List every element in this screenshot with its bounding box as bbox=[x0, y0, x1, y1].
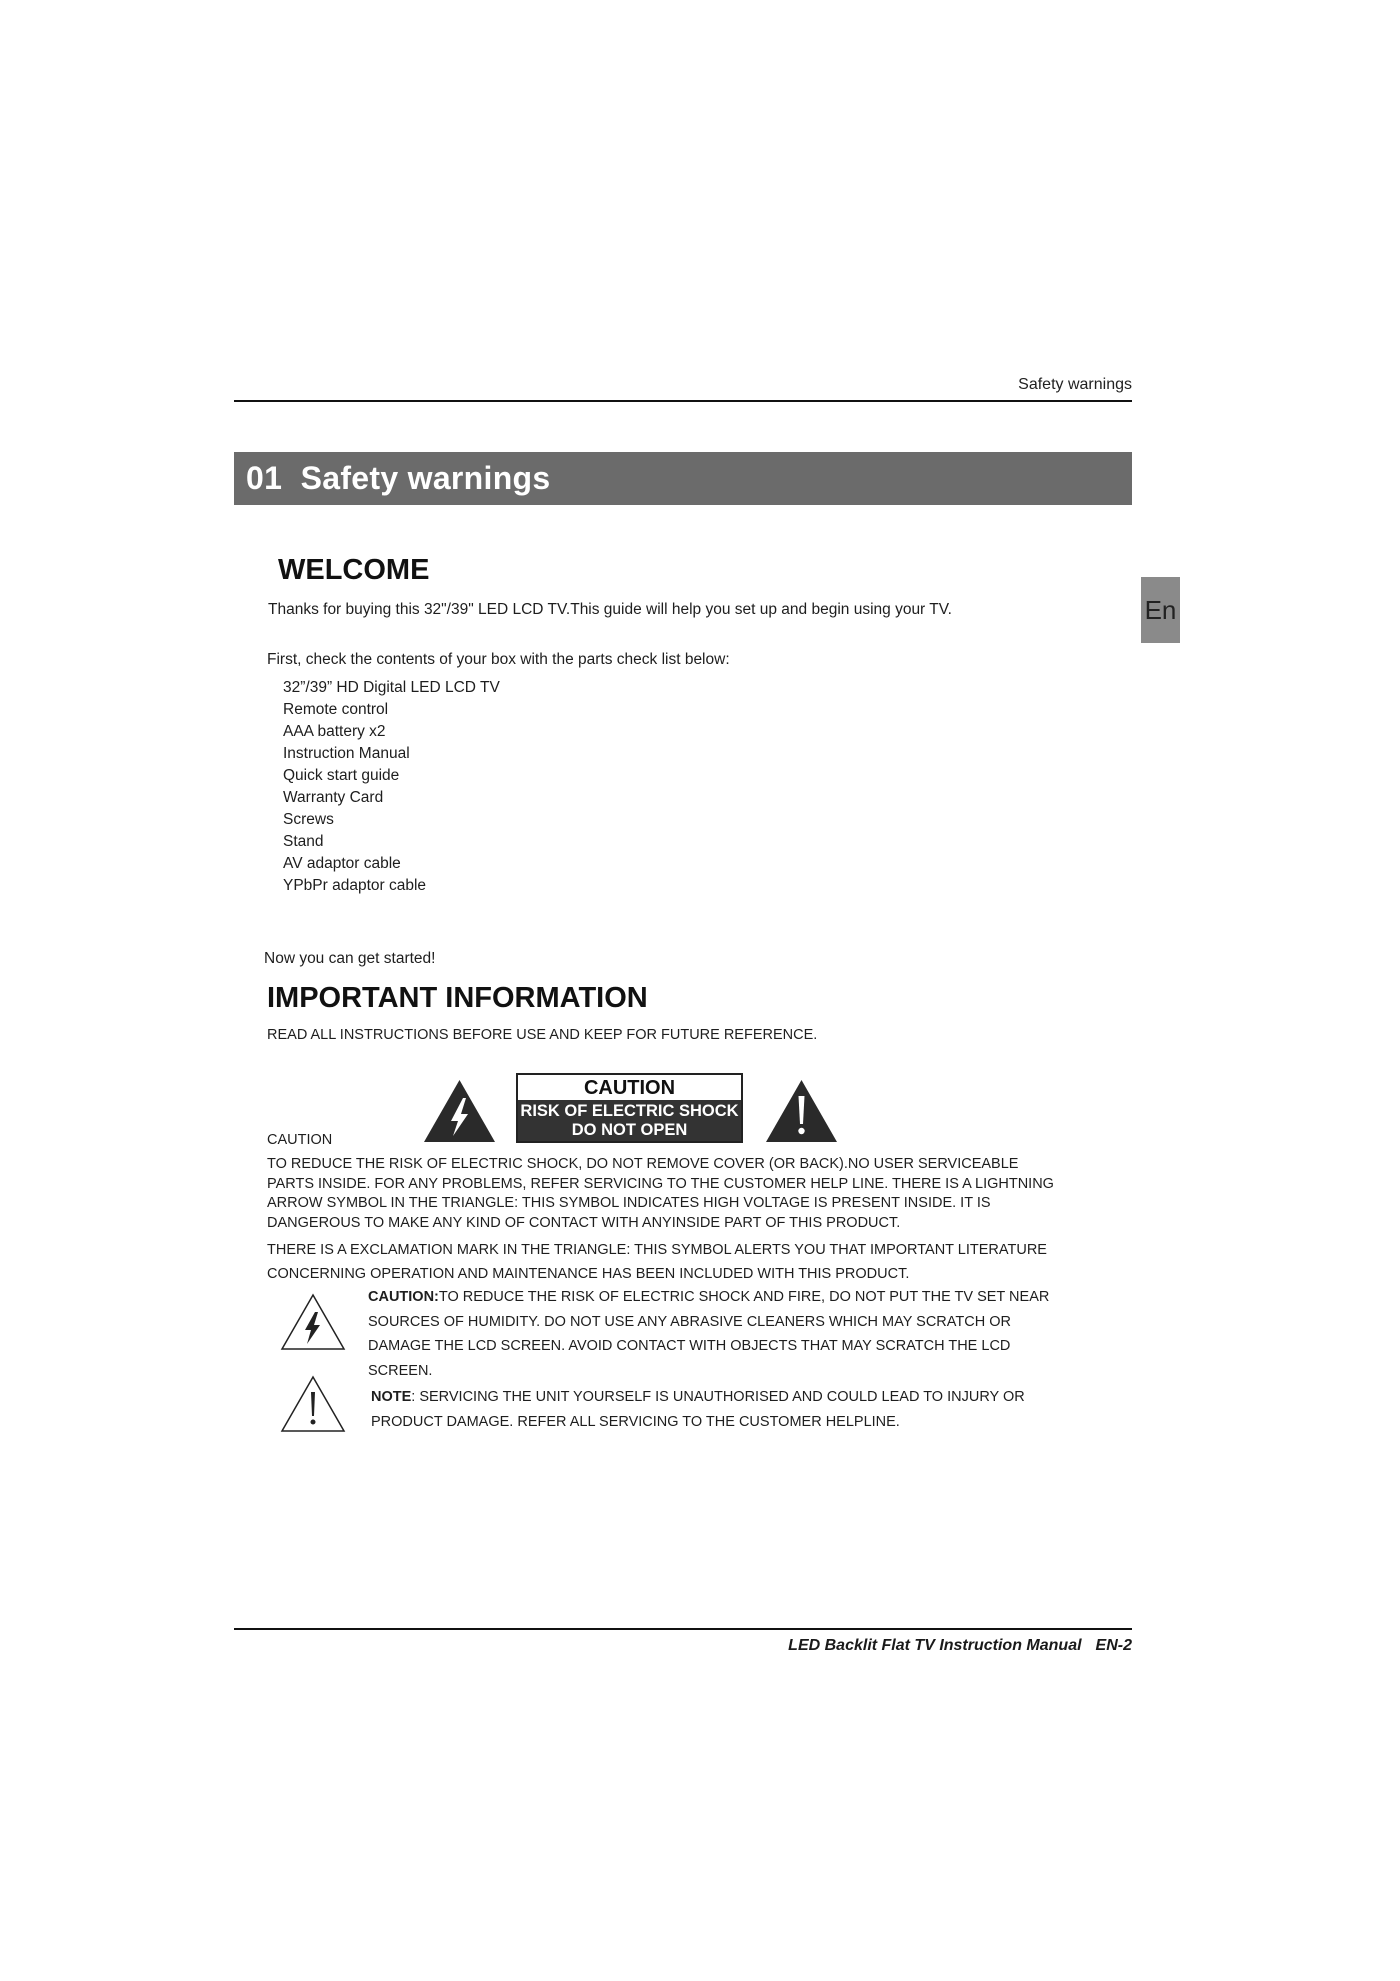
exclamation-paragraph: THERE IS A EXCLAMATION MARK IN THE TRIANGLE: THIS SYMBOL ALERTS YOU THAT IMPORTANT LITERATURE CONCERNING OPERATION AND MAINTENANCE HAS BEEN INCLUDED WITH THIS PRODUCT. bbox=[267, 1242, 1047, 1282]
section-title bbox=[246, 460, 551, 497]
service-note-lead: NOTE bbox=[371, 1389, 412, 1405]
language-tab: En bbox=[1141, 577, 1180, 643]
exclamation-warning-icon bbox=[764, 1078, 839, 1144]
parts-list bbox=[283, 677, 500, 897]
caution-box-line2: DO NOT OPEN bbox=[571, 1121, 688, 1139]
welcome-intro: Thanks for buying this 32"/39" LED LCD TV.This guide will help you set up and begin using your TV. bbox=[268, 601, 952, 618]
running-header: Safety warnings bbox=[1018, 376, 1132, 393]
footer-rule bbox=[234, 1628, 1132, 1630]
list-item: 32”/39” HD Digital LED LCD TV bbox=[283, 679, 500, 696]
servicing-note bbox=[371, 1385, 1071, 1434]
caution-label: CAUTION bbox=[267, 1132, 333, 1148]
read-all-notice: READ ALL INSTRUCTIONS BEFORE USE AND KEEP FOR FUTURE REFERENCE. bbox=[267, 1027, 818, 1043]
important-heading: IMPORTANT INFORMATION bbox=[267, 982, 648, 1014]
humidity-caution-note bbox=[368, 1285, 1068, 1383]
lightning-outline-icon bbox=[279, 1292, 347, 1352]
section-banner bbox=[234, 452, 1132, 505]
list-item: Warranty Card bbox=[283, 789, 384, 806]
manual-title: LED Backlit Flat TV Instruction Manual bbox=[788, 1637, 1082, 1654]
list-item: YPbPr adaptor cable bbox=[283, 877, 427, 894]
list-item: Quick start guide bbox=[283, 767, 400, 784]
service-note-text: : SERVICING THE UNIT YOURSELF IS UNAUTHORISED AND COULD LEAD TO INJURY OR PRODUCT DAMAGE. REFER ALL SERVICING TO THE CUSTOMER HELPLINE. bbox=[371, 1389, 1025, 1430]
caution-note-lead: CAUTION: bbox=[368, 1289, 439, 1305]
list-item: Stand bbox=[283, 833, 324, 850]
list-item: AV adaptor cable bbox=[283, 855, 401, 872]
list-item: Screws bbox=[283, 811, 334, 828]
section-title-text: Safety warnings bbox=[300, 460, 551, 496]
get-started-text: Now you can get started! bbox=[264, 950, 436, 967]
welcome-heading: WELCOME bbox=[278, 554, 430, 586]
caution-note-text: TO REDUCE THE RISK OF ELECTRIC SHOCK AND FIRE, DO NOT PUT THE TV SET NEAR SOURCES OF HUMIDITY. DO NOT USE ANY ABRASIVE CLEANERS WHICH MAY SCRATCH OR DAMAGE THE LCD SCREEN. AVOID CONTACT WITH OBJECTS THAT MAY SCRATCH THE LCD SCREEN. bbox=[368, 1289, 1050, 1379]
caution-box-line1: RISK OF ELECTRIC SHOCK bbox=[520, 1102, 739, 1120]
page-footer bbox=[700, 1637, 1132, 1655]
header-rule bbox=[234, 400, 1132, 402]
exclamation-outline-icon bbox=[279, 1374, 347, 1434]
list-item: AAA battery x2 bbox=[283, 723, 386, 740]
list-item: Instruction Manual bbox=[283, 745, 410, 762]
check-intro: First, check the contents of your box with the parts check list below: bbox=[267, 651, 730, 668]
caution-box-warning bbox=[518, 1100, 741, 1141]
list-item: Remote control bbox=[283, 701, 389, 718]
section-number: 01 bbox=[246, 460, 283, 496]
caution-paragraph: TO REDUCE THE RISK OF ELECTRIC SHOCK, DO NOT REMOVE COVER (OR BACK).NO USER SERVICEABLE PARTS INSIDE. FOR ANY PROBLEMS, REFER SERVICING TO THE CUSTOMER HELP LINE. THERE IS A LIGHTNING ARROW SYMBOL IN THE TRIANGLE: THIS SYMBOL INDICATES HIGH VOLTAGE IS PRESENT INSIDE. IT IS DANGEROUS TO MAKE ANY KIND OF CONTACT WITH ANYINSIDE PART OF THIS PRODUCT. bbox=[267, 1156, 1054, 1231]
lightning-warning-icon bbox=[422, 1078, 497, 1144]
page-number: EN-2 bbox=[1095, 1637, 1132, 1654]
caution-box bbox=[516, 1073, 743, 1143]
caution-box-title: CAUTION bbox=[583, 1077, 676, 1099]
